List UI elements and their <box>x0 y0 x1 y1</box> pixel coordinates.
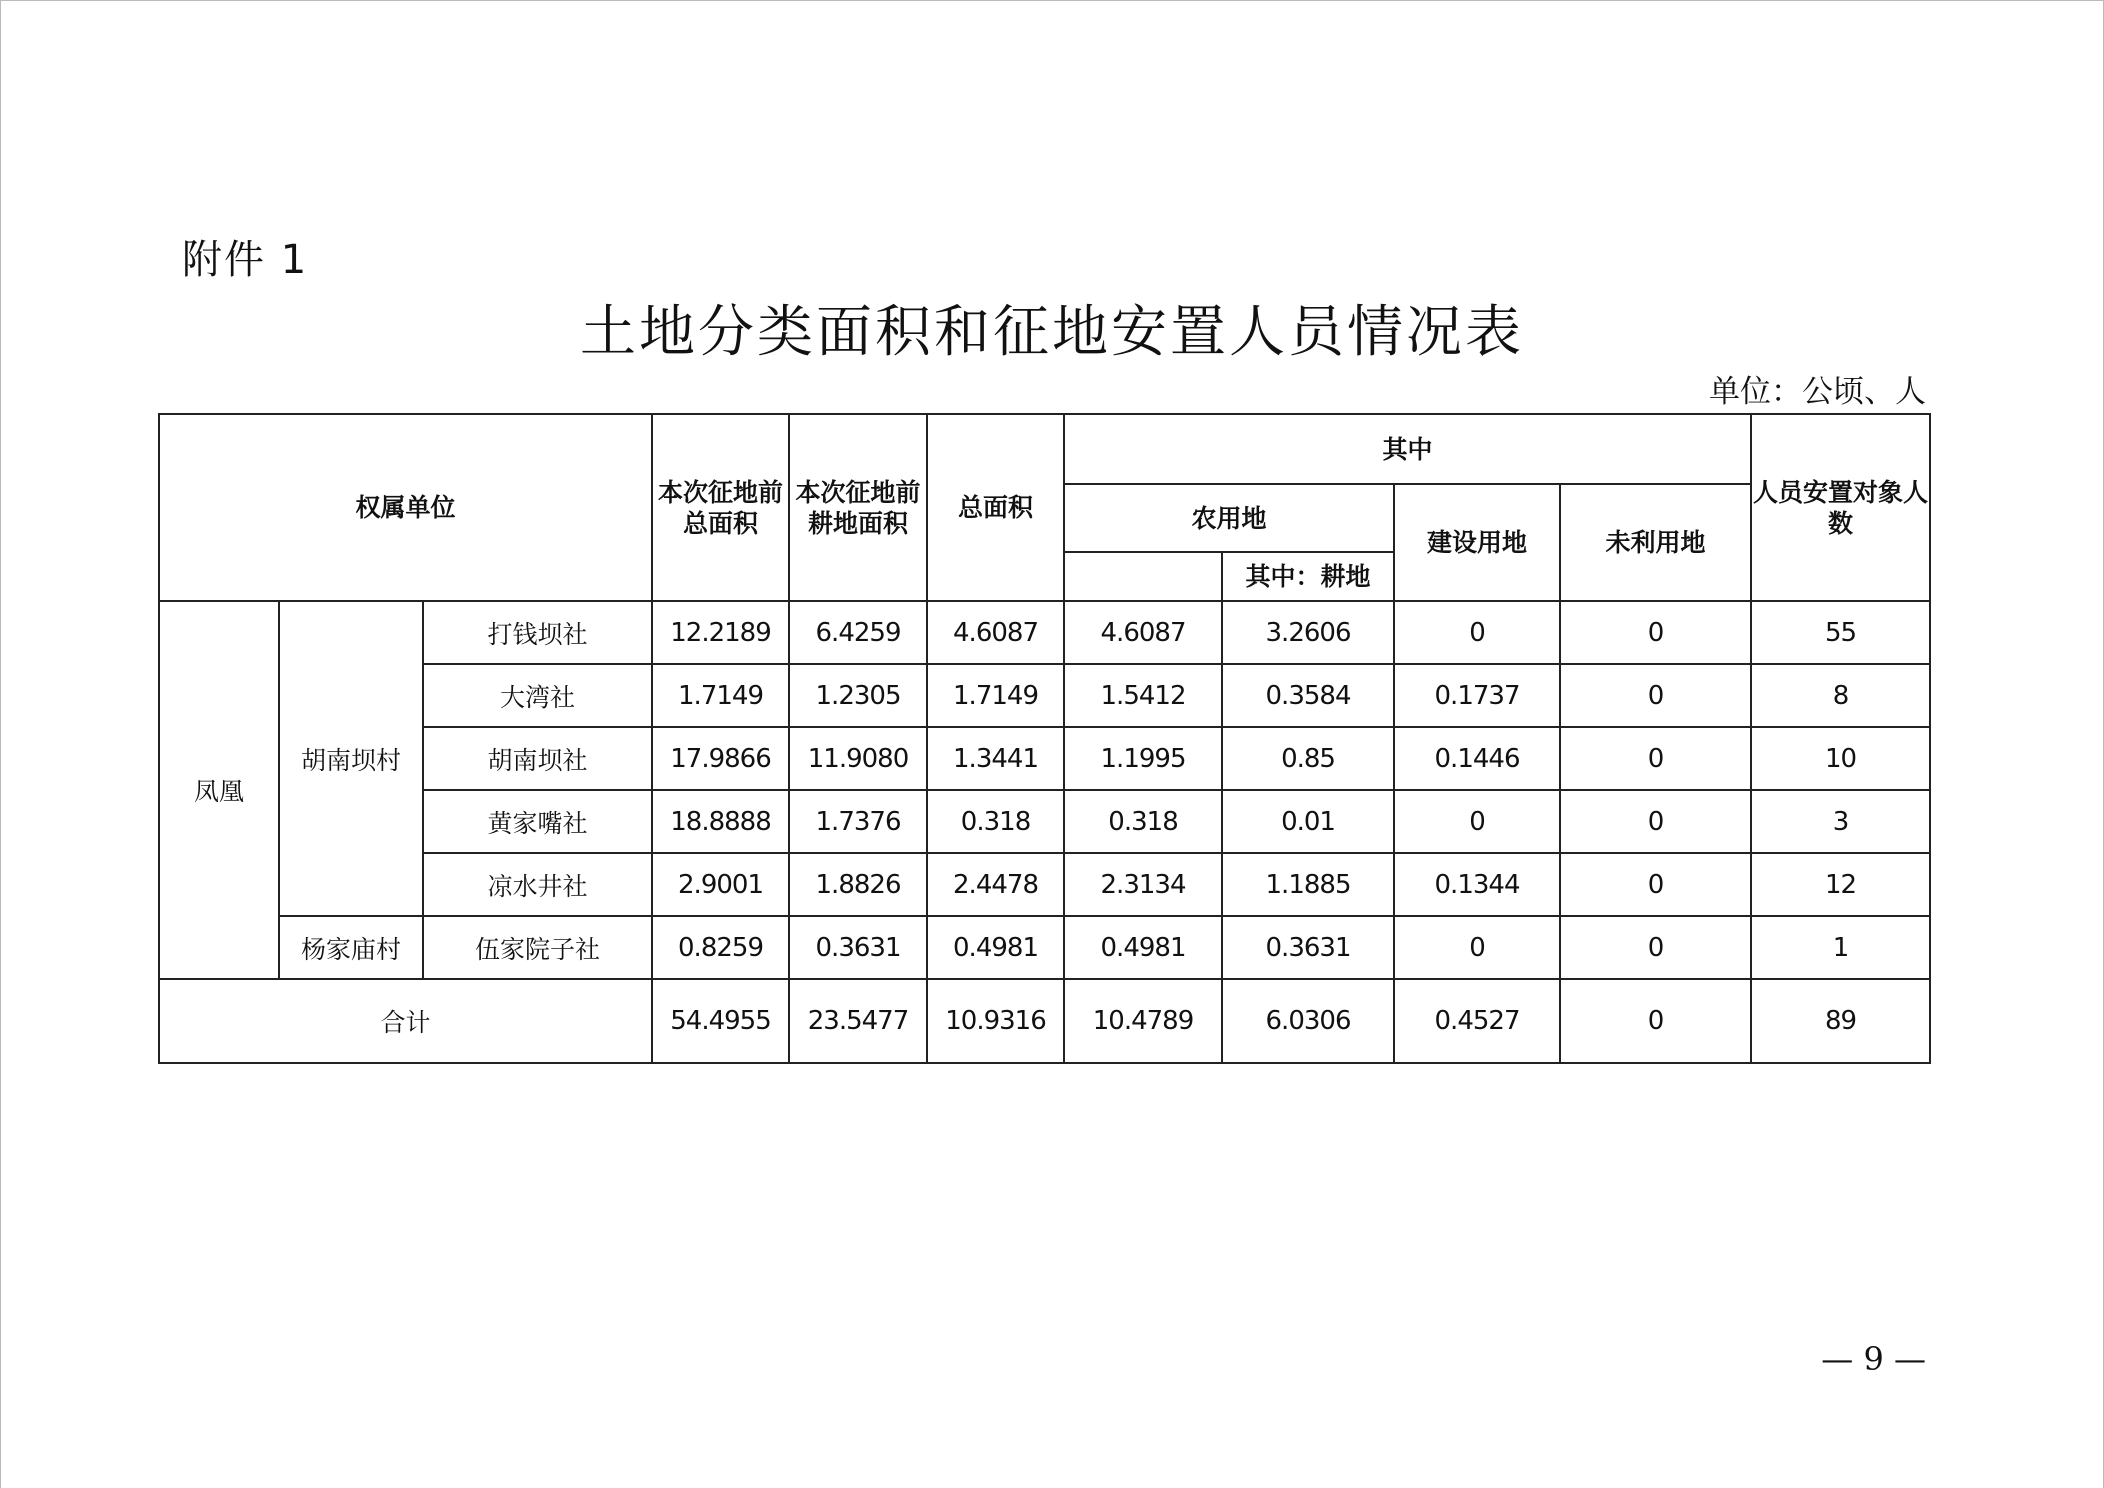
unused-cell: 0 <box>1560 664 1751 727</box>
group-cell: 打钱坝社 <box>423 601 652 664</box>
total-label: 合计 <box>159 979 652 1063</box>
agri-cell: 0.318 <box>1064 790 1222 853</box>
group-cell: 大湾社 <box>423 664 652 727</box>
agri-cultivated-cell: 0.01 <box>1222 790 1394 853</box>
table-row <box>159 790 1930 853</box>
unused-cell: 0 <box>1560 790 1751 853</box>
pre-total-cell: 17.9866 <box>652 727 789 790</box>
village-cell: 杨家庙村 <box>279 916 423 979</box>
total-row <box>159 979 1930 1063</box>
pre-total-cell: 12.2189 <box>652 601 789 664</box>
header-pre-total: 本次征地前总面积 <box>652 414 789 601</box>
unused-cell: 0 <box>1560 727 1751 790</box>
header-total: 总面积 <box>927 414 1064 601</box>
header-owner: 权属单位 <box>159 414 652 601</box>
table-row <box>159 727 1930 790</box>
header-unused: 未利用地 <box>1560 484 1751 601</box>
agri-cell: 4.6087 <box>1064 601 1222 664</box>
total-cell: 0.318 <box>927 790 1064 853</box>
unused-cell: 0 <box>1560 916 1751 979</box>
agri-cultivated-cell: 0.3584 <box>1222 664 1394 727</box>
page-title: 土地分类面积和征地安置人员情况表 <box>580 300 1524 365</box>
resettled-cell: 12 <box>1751 853 1930 916</box>
total-cell: 10.9316 <box>927 979 1064 1063</box>
total-cell: 2.4478 <box>927 853 1064 916</box>
town-cell: 凤凰 <box>159 601 279 979</box>
unit-note: 单位：公顷、人 <box>1709 374 1926 410</box>
agri-cultivated-cell: 0.3631 <box>1222 916 1394 979</box>
total-cell: 1.7149 <box>927 664 1064 727</box>
construction-cell: 0 <box>1394 790 1560 853</box>
agri-cell: 0.4981 <box>1064 916 1222 979</box>
construction-cell: 0.4527 <box>1394 979 1560 1063</box>
pre-cultivated-cell: 11.9080 <box>789 727 927 790</box>
total-cell: 1.3441 <box>927 727 1064 790</box>
agri-cultivated-cell: 3.2606 <box>1222 601 1394 664</box>
agri-cell: 1.5412 <box>1064 664 1222 727</box>
agri-cell: 1.1995 <box>1064 727 1222 790</box>
header-of-which: 其中 <box>1064 414 1751 484</box>
group-cell: 胡南坝社 <box>423 727 652 790</box>
pre-cultivated-cell: 23.5477 <box>789 979 927 1063</box>
unused-cell: 0 <box>1560 979 1751 1063</box>
pre-cultivated-cell: 1.8826 <box>789 853 927 916</box>
table-row <box>159 664 1930 727</box>
group-cell: 凉水井社 <box>423 853 652 916</box>
unused-cell: 0 <box>1560 601 1751 664</box>
agri-cultivated-cell: 6.0306 <box>1222 979 1394 1063</box>
header-agri: 农用地 <box>1064 484 1394 552</box>
pre-total-cell: 0.8259 <box>652 916 789 979</box>
resettled-cell: 3 <box>1751 790 1930 853</box>
header-pre-cultivated: 本次征地前耕地面积 <box>789 414 927 601</box>
pre-cultivated-cell: 1.2305 <box>789 664 927 727</box>
agri-cultivated-cell: 0.85 <box>1222 727 1394 790</box>
construction-cell: 0.1446 <box>1394 727 1560 790</box>
construction-cell: 0.1737 <box>1394 664 1560 727</box>
pre-cultivated-cell: 0.3631 <box>789 916 927 979</box>
page-border-left <box>0 0 1 1488</box>
page-border-top <box>0 0 2104 1</box>
pre-total-cell: 18.8888 <box>652 790 789 853</box>
total-cell: 0.4981 <box>927 916 1064 979</box>
land-classification-table <box>158 413 1931 1064</box>
table-row <box>159 601 1930 664</box>
pre-total-cell: 54.4955 <box>652 979 789 1063</box>
resettled-cell: 1 <box>1751 916 1930 979</box>
pre-cultivated-cell: 1.7376 <box>789 790 927 853</box>
group-cell: 伍家院子社 <box>423 916 652 979</box>
construction-cell: 0.1344 <box>1394 853 1560 916</box>
agri-cell: 2.3134 <box>1064 853 1222 916</box>
table-row <box>159 853 1930 916</box>
resettled-cell: 89 <box>1751 979 1930 1063</box>
page-number: — 9 — <box>1821 1340 1926 1378</box>
table-row <box>159 916 1930 979</box>
construction-cell: 0 <box>1394 601 1560 664</box>
pre-total-cell: 1.7149 <box>652 664 789 727</box>
resettled-cell: 10 <box>1751 727 1930 790</box>
resettled-cell: 55 <box>1751 601 1930 664</box>
unused-cell: 0 <box>1560 853 1751 916</box>
header-construction: 建设用地 <box>1394 484 1560 601</box>
pre-cultivated-cell: 6.4259 <box>789 601 927 664</box>
header-agri-cultivated: 其中：耕地 <box>1222 552 1394 601</box>
agri-cell: 10.4789 <box>1064 979 1222 1063</box>
resettled-cell: 8 <box>1751 664 1930 727</box>
total-cell: 4.6087 <box>927 601 1064 664</box>
attachment-label: 附件 1 <box>182 237 309 283</box>
village-cell: 胡南坝村 <box>279 601 423 916</box>
agri-cultivated-cell: 1.1885 <box>1222 853 1394 916</box>
header-resettled: 人员安置对象人数 <box>1751 414 1930 601</box>
construction-cell: 0 <box>1394 916 1560 979</box>
pre-total-cell: 2.9001 <box>652 853 789 916</box>
group-cell: 黄家嘴社 <box>423 790 652 853</box>
